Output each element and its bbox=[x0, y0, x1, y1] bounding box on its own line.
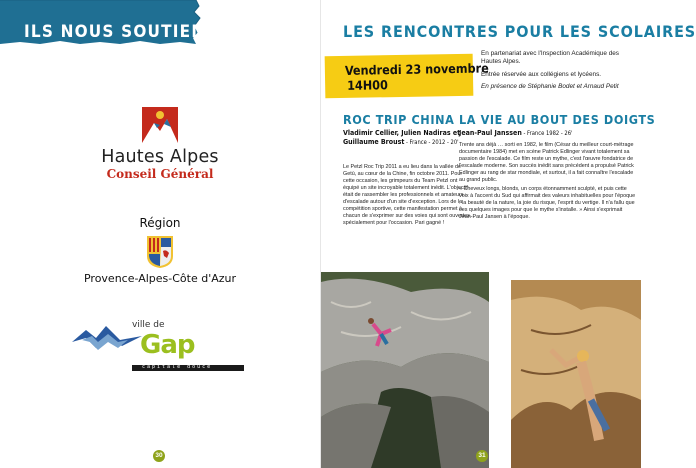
gap-logo bbox=[72, 318, 252, 380]
film2-director: Jean-Paul Janssen bbox=[459, 129, 522, 137]
hautes-alpes-name: Hautes Alpes bbox=[101, 147, 219, 167]
hautes-alpes-emblem-icon bbox=[140, 105, 180, 145]
film2-details: - France 1982 - 26' bbox=[521, 131, 573, 137]
gap-prefix: ville de bbox=[132, 320, 165, 330]
event-info bbox=[481, 50, 631, 95]
page-number-right: 31 bbox=[476, 450, 488, 462]
hautes-alpes-logo bbox=[90, 105, 230, 181]
info-guests: En présence de Stéphanie Bodet et Arnaud Petit bbox=[481, 82, 619, 90]
climbing-photo-china bbox=[321, 272, 489, 468]
gap-tagline: capitale douce bbox=[142, 364, 213, 370]
film2-body-intro: Trente ans déjà … sorti en 1982, le film (César du meilleur court-métrage documentaire 1984) met en scène Patrick Edlinger vivant totalement sa passion de l'escalade. Ce film reste un mythe, c'est l'œuvre fondatrice de l'escalade moderne. Son succès inédit sans précédent a propulsé Patrick Edlinger au rang de star mondiale, et surtout, il a fait connaître l'escalade au grand public. bbox=[459, 142, 634, 184]
gap-name: Gap bbox=[140, 330, 195, 360]
right-page bbox=[320, 0, 696, 468]
film2-title: LA VIE AU BOUT DES DOIGTS bbox=[459, 112, 656, 127]
info-partnership: En partenariat avec l'Inspection Académique des Hautes Alpes. bbox=[481, 50, 619, 66]
time-line: 14H00 bbox=[347, 77, 388, 93]
film1-directors: Vladimir Cellier, Julien Nadiras et Guillaume Broust bbox=[343, 129, 461, 146]
film2-body bbox=[459, 142, 637, 223]
info-entry: Entrée réservée aux collégiens et lycéens. bbox=[481, 70, 602, 78]
film2-body-quote: « Cheveux longs, blonds, un corps étonnamment sculpté, et puis cette voix à l'accent du Sud qui affirmait des valeurs inhabituelles pour l'époque : la beauté de la nature, la joie du risque, l'esprit du vertige. Il n'a fallu que ces quelques images pour que le mythe s'installe. » Ainsi s'exprimait Jean-Paul Jansen à l'époque. bbox=[459, 186, 636, 221]
date-line: Vendredi 23 novembre bbox=[344, 60, 489, 78]
film1-title: ROC TRIP CHINA bbox=[343, 112, 455, 127]
climbing-photo-edlinger bbox=[511, 280, 641, 468]
region-label: Région bbox=[139, 216, 181, 230]
film1-details: - France - 2012 - 20' bbox=[404, 139, 459, 146]
film1-body: Le Petzl Roc Trip 2011 a eu lieu dans la vallée de Getù, au cœur de la Chine, fin octobre 2011. Pour cette occasion, les grimpeurs du Team Petzl ont équipé un site incroyable totalement inédit. L'objectif était de rassembler les professionnels et amateurs d'escalade autour d'un site d'exception. Lors de la compétition sportive, cette manifestation permet à chacun de s'exprimer sur des voies qui sont ouvertes spécialement pour l'occasion. Pari gagné ! bbox=[343, 164, 470, 227]
hautes-alpes-subtitle: Conseil Général bbox=[106, 167, 214, 181]
banner-title: ILS NOUS SOUTIENNENT bbox=[24, 22, 257, 42]
page-number-left: 30 bbox=[153, 450, 165, 462]
film2-credits bbox=[459, 129, 637, 138]
date-stamp bbox=[325, 54, 489, 99]
left-page bbox=[0, 0, 320, 468]
film1-credits bbox=[343, 129, 471, 147]
region-shield-icon bbox=[147, 236, 173, 268]
region-logo bbox=[80, 216, 240, 285]
region-name: Provence-Alpes-Côte d'Azur bbox=[83, 272, 237, 285]
section-title: LES RENCONTRES POUR LES SCOLAIRES bbox=[343, 22, 696, 41]
